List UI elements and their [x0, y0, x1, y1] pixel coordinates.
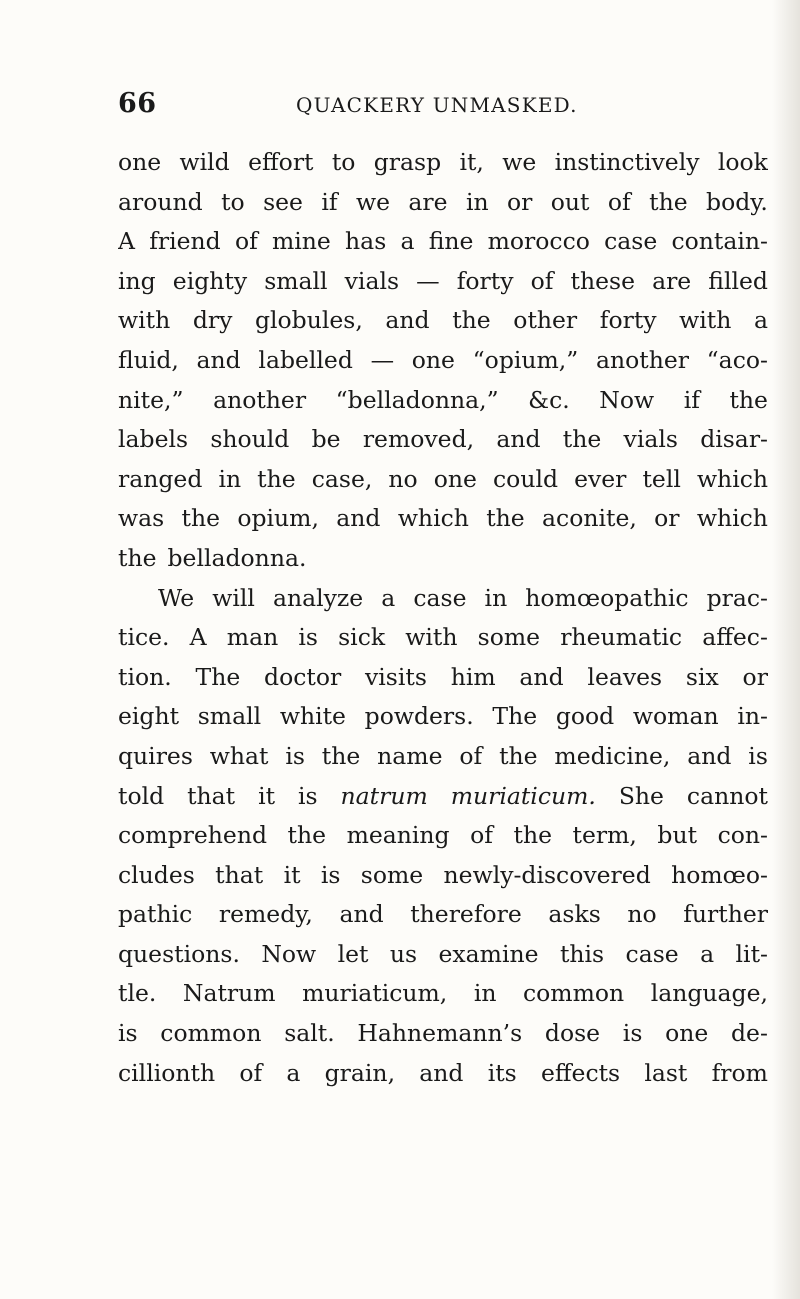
text-line — [118, 1014, 768, 1054]
page-edge-shadow — [772, 0, 800, 1299]
word: instinctively — [554, 148, 700, 176]
word: will — [212, 583, 255, 612]
text-line — [118, 183, 768, 223]
word: of — [459, 741, 483, 770]
word: ever — [574, 464, 627, 493]
word: of — [607, 187, 631, 216]
word: one — [433, 464, 477, 493]
word: or — [742, 662, 768, 691]
word: no — [627, 900, 657, 929]
text-line — [118, 143, 768, 183]
word: case — [604, 227, 658, 256]
word: the — [499, 741, 538, 770]
text-line — [118, 381, 768, 421]
word: aconite, — [542, 504, 637, 533]
word: other — [513, 306, 578, 335]
word: dry — [192, 306, 233, 335]
word: opium, — [237, 504, 319, 533]
text-line — [118, 301, 768, 341]
word: it, — [459, 148, 484, 176]
word: let — [337, 939, 369, 968]
word: with — [118, 306, 171, 335]
word: analyze — [272, 583, 364, 612]
word: to — [331, 148, 356, 176]
word: — — [416, 266, 440, 295]
word: no — [388, 464, 418, 493]
word: and — [687, 741, 732, 770]
text-line — [118, 579, 768, 619]
word: effort — [248, 148, 314, 176]
word: is — [748, 741, 768, 770]
word: are — [652, 266, 692, 295]
word: a — [286, 1058, 301, 1087]
word: disar- — [700, 425, 768, 454]
word: therefore — [410, 900, 522, 929]
word: fine — [428, 227, 474, 256]
word: morocco — [487, 227, 590, 256]
word: with — [679, 306, 732, 335]
word: ranged — [118, 464, 203, 493]
word: it — [283, 860, 301, 889]
word: con- — [717, 821, 768, 850]
word: “aco- — [706, 345, 768, 374]
word: the — [287, 821, 327, 850]
word: removed, — [362, 425, 475, 454]
word: man — [226, 623, 279, 652]
word: meaning — [346, 821, 450, 850]
word: is — [118, 1019, 138, 1048]
text-line — [118, 974, 768, 1014]
word: homœopathic — [525, 583, 689, 612]
word: — — [370, 345, 395, 374]
word: of — [530, 266, 554, 295]
text-line — [118, 658, 768, 698]
word: another — [213, 385, 307, 414]
word: six — [685, 662, 719, 691]
word: effects — [540, 1058, 621, 1087]
word: cillionth — [118, 1058, 216, 1087]
word: is — [622, 1019, 643, 1048]
word: but — [657, 821, 698, 850]
word: A — [118, 227, 135, 256]
word: name — [377, 741, 443, 770]
word: grain, — [324, 1058, 396, 1087]
word: is — [297, 781, 318, 810]
word: prac- — [706, 583, 768, 612]
word: wild — [179, 148, 230, 176]
text-line — [118, 539, 768, 579]
word: Now — [261, 939, 317, 968]
text-line — [118, 895, 768, 935]
word: what — [209, 741, 269, 770]
word: tell — [642, 464, 681, 493]
word: one — [118, 148, 162, 176]
word: see — [263, 187, 303, 216]
word: this — [559, 939, 605, 968]
word: told — [118, 781, 165, 810]
word: comprehend — [118, 821, 267, 850]
word: belladonna. — [167, 543, 307, 572]
word: tle. — [118, 979, 157, 1008]
word: globules, — [254, 306, 363, 335]
word: de- — [731, 1019, 768, 1048]
word: one — [411, 345, 455, 374]
word: should — [210, 425, 290, 454]
text-line — [118, 816, 768, 856]
word: tion. — [118, 662, 172, 691]
text-line — [118, 222, 768, 262]
word: it — [258, 781, 276, 810]
word: its — [487, 1058, 517, 1087]
word: cannot — [686, 781, 768, 810]
text-line — [118, 262, 768, 302]
word: Now — [599, 385, 655, 414]
word: leaves — [587, 662, 663, 691]
word: cludes — [118, 860, 195, 889]
word: natrum — [340, 781, 428, 810]
word: small — [197, 702, 262, 731]
word: friend — [149, 227, 221, 256]
word: questions. — [118, 939, 240, 968]
word: has — [345, 227, 387, 256]
text-line — [118, 737, 768, 777]
word: of — [239, 1058, 263, 1087]
word: rheumatic — [560, 623, 683, 652]
text-line — [118, 935, 768, 975]
text-line — [118, 420, 768, 460]
text-line — [118, 618, 768, 658]
word: a — [381, 583, 396, 612]
word: we — [355, 187, 390, 216]
word: ing — [118, 266, 156, 295]
word: the — [729, 385, 768, 414]
running-title: QUACKERY UNMASKED. — [296, 93, 578, 117]
word: a — [753, 306, 768, 335]
word: quires — [118, 741, 193, 770]
word: Natrum — [182, 979, 276, 1008]
word: be — [311, 425, 341, 454]
word: contain- — [671, 227, 768, 256]
word: doctor — [264, 662, 342, 691]
word: that — [187, 781, 236, 810]
word: case, — [311, 464, 373, 493]
word: us — [389, 939, 418, 968]
word: salt. — [284, 1019, 335, 1048]
word: and — [385, 306, 430, 335]
body-text — [118, 143, 768, 1093]
word: to — [221, 187, 245, 216]
word: in — [484, 583, 508, 612]
word: is — [320, 860, 341, 889]
word: another — [595, 345, 689, 374]
word: and — [496, 425, 541, 454]
word: grasp — [373, 148, 442, 176]
word: further — [683, 900, 768, 929]
word: “belladonna,” — [335, 385, 499, 414]
word: dose — [544, 1019, 601, 1048]
word: in — [465, 187, 489, 216]
word: the — [452, 306, 491, 335]
word: labels — [118, 425, 189, 454]
word: newly-discovered — [443, 860, 651, 889]
text-line — [118, 856, 768, 896]
word: She — [618, 781, 664, 810]
word: some — [360, 860, 424, 889]
word: last — [644, 1058, 688, 1087]
word: common — [160, 1019, 262, 1048]
word: forty — [599, 306, 657, 335]
word: The — [492, 702, 538, 731]
word: the — [562, 425, 602, 454]
word: the — [486, 504, 525, 533]
text-line — [118, 499, 768, 539]
word: a — [700, 939, 715, 968]
word: filled — [708, 266, 768, 295]
word: the — [257, 464, 296, 493]
word: The — [195, 662, 241, 691]
word: which — [696, 464, 768, 493]
word: examine — [438, 939, 539, 968]
word: nite,” — [118, 385, 184, 414]
word: is — [285, 741, 305, 770]
word: if — [321, 187, 338, 216]
word: around — [118, 187, 203, 216]
word: if — [683, 385, 700, 414]
word: the — [321, 741, 361, 770]
word: case — [625, 939, 679, 968]
word: we — [502, 148, 537, 176]
word: him — [450, 662, 496, 691]
word: asks — [548, 900, 601, 929]
word: eighty — [172, 266, 248, 295]
word: body. — [706, 187, 768, 216]
word: A — [189, 623, 207, 652]
word: the — [181, 504, 221, 533]
word: that — [215, 860, 264, 889]
word: tice. — [118, 623, 170, 652]
word: muriaticum. — [450, 781, 596, 810]
word: a — [400, 227, 415, 256]
word: in — [218, 464, 242, 493]
word: in- — [737, 702, 768, 731]
word: vials — [344, 266, 400, 295]
word: is — [298, 623, 318, 652]
word: term, — [572, 821, 637, 850]
word: and — [196, 345, 241, 374]
word: the — [649, 187, 688, 216]
word: “opium,” — [472, 345, 579, 374]
word: of — [470, 821, 493, 850]
word: the — [513, 821, 553, 850]
text-line — [118, 1054, 768, 1094]
word: vials — [623, 425, 678, 454]
text-line — [118, 697, 768, 737]
word: remedy, — [218, 900, 313, 929]
word: woman — [632, 702, 719, 731]
word: white — [279, 702, 346, 731]
word: powders. — [364, 702, 474, 731]
word: the — [118, 543, 157, 572]
word: Hahnemann’s — [357, 1019, 523, 1048]
word: of — [234, 227, 258, 256]
word: with — [405, 623, 458, 652]
word: and — [336, 504, 381, 533]
word: good — [555, 702, 615, 731]
word: out — [550, 187, 590, 216]
word: and — [419, 1058, 464, 1087]
word: which — [696, 504, 768, 533]
word: are — [408, 187, 448, 216]
word: labelled — [258, 345, 353, 374]
word: medicine, — [554, 741, 671, 770]
word: visits — [365, 662, 427, 691]
word: these — [570, 266, 635, 295]
word: sick — [338, 623, 386, 652]
word: We — [158, 583, 195, 612]
word: was — [118, 504, 165, 533]
text-line — [118, 777, 768, 817]
text-line — [118, 460, 768, 500]
word: some — [477, 623, 541, 652]
word: small — [264, 266, 328, 295]
word: language, — [650, 979, 768, 1008]
word: from — [711, 1058, 768, 1087]
word: and — [519, 662, 564, 691]
word: case — [413, 583, 467, 612]
word: pathic — [118, 900, 193, 929]
word: eight — [118, 702, 180, 731]
word: or — [506, 187, 533, 216]
word: affec- — [702, 623, 768, 652]
running-head — [118, 88, 718, 122]
word: forty — [456, 266, 514, 295]
word: &c. — [528, 385, 570, 414]
word: fluid, — [118, 345, 179, 374]
word: homœo- — [671, 860, 768, 889]
text-line — [118, 341, 768, 381]
word: could — [493, 464, 559, 493]
word: one — [665, 1019, 709, 1048]
word: in — [473, 979, 497, 1008]
word: look — [717, 148, 768, 176]
word: or — [654, 504, 680, 533]
word: common — [523, 979, 625, 1008]
word: muriaticum, — [302, 979, 448, 1008]
word: lit- — [735, 939, 768, 968]
word: mine — [272, 227, 331, 256]
word: which — [397, 504, 469, 533]
page-number: 66 — [118, 88, 157, 119]
word: and — [339, 900, 384, 929]
